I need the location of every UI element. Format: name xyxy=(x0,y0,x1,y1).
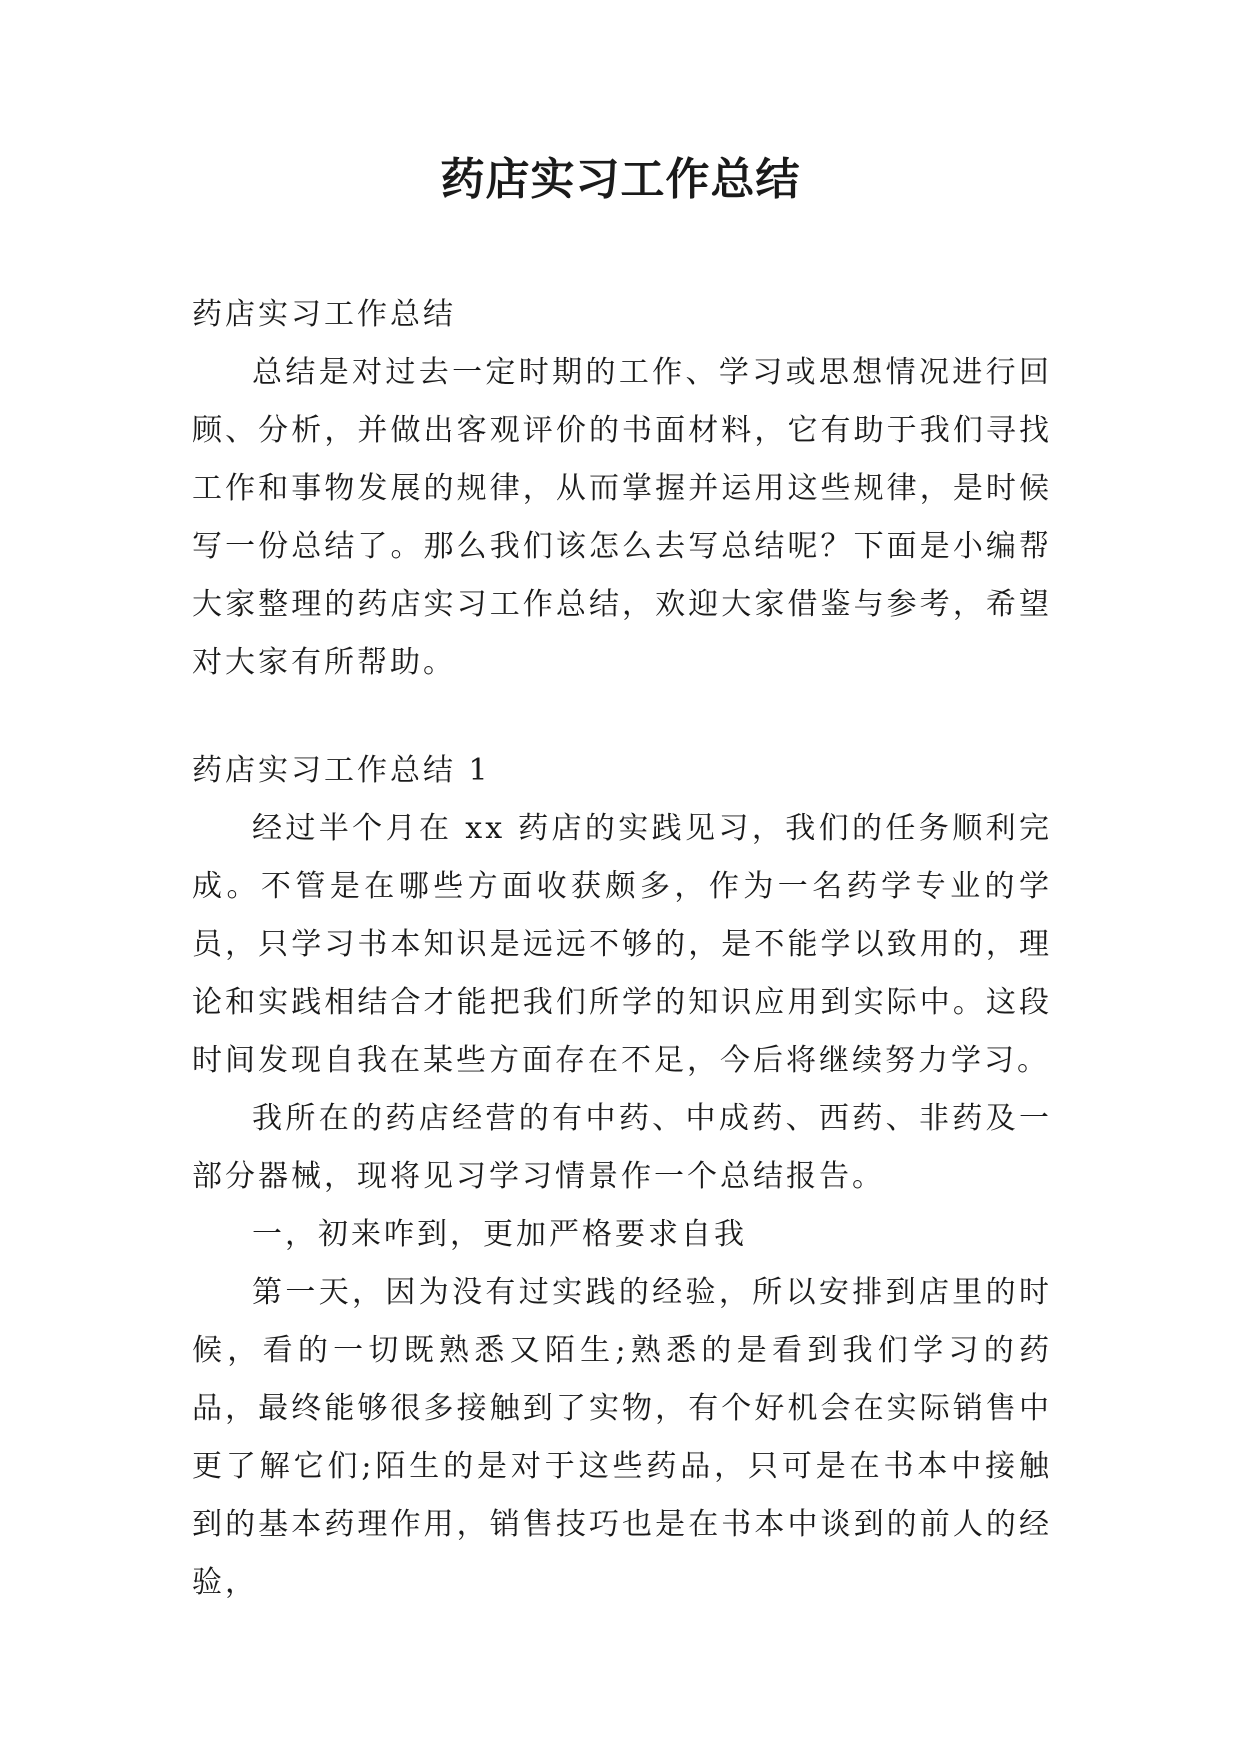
body-paragraph: 经过半个月在 xx 药店的实践见习，我们的任务顺利完成。不管是在哪些方面收获颇多，作为一名药学专业的学员，只学习书本知识是远远不够的，是不能学以致用的，理论和实践相结合才能把我们所学的知识应用到实际中。这段时间发现自我在某些方面存在不足，今后将继续努力学习。 xyxy=(192,811,1052,1078)
document-body xyxy=(192,286,1052,1612)
document-subtitle: 药店实习工作总结 xyxy=(192,297,456,332)
subsection-heading: 一，初来咋到，更加严格要求自我 xyxy=(252,1217,747,1252)
document-title: 药店实习工作总结 xyxy=(440,154,801,205)
section-heading: 药店实习工作总结 1 xyxy=(192,753,491,788)
body-paragraph: 第一天，因为没有过实践的经验，所以安排到店里的时候，看的一切既熟悉又陌生;熟悉的是看到我们学习的药品，最终能够很多接触到了实物，有个好机会在实际销售中更了解它们;陌生的是对于这些药品，只可是在书本中接触到的基本药理作用，销售技巧也是在书本中谈到的前人的经验， xyxy=(192,1275,1052,1600)
section-spacer xyxy=(192,692,1052,742)
intro-paragraph: 总结是对过去一定时期的工作、学习或思想情况进行回顾、分析，并做出客观评价的书面材料，它有助于我们寻找工作和事物发展的规律，从而掌握并运用这些规律，是时候写一份总结了。那么我们该怎么去写总结呢？下面是小编帮大家整理的药店实习工作总结，欢迎大家借鉴与参考，希望对大家有所帮助。 xyxy=(192,355,1052,680)
body-paragraph: 我所在的药店经营的有中药、中成药、西药、非药及一部分器械，现将见习学习情景作一个总结报告。 xyxy=(192,1101,1052,1194)
